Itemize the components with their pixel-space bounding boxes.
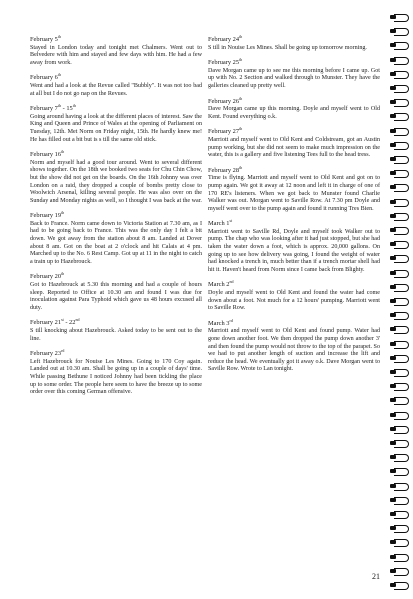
diary-entry bbox=[208, 220, 380, 274]
entry-text: S till knocking about Hazebrouck. Asked today to be sent out to the line. bbox=[30, 328, 202, 342]
binding-ring bbox=[394, 511, 409, 519]
diary-entry bbox=[30, 350, 202, 397]
entry-text: Norm and myself had a good tour around. Went to several different shows together. On the 18th we booked two seats for Chu Chin Chow, but the show did not get on the boards. On the 16th Johnny was over London on a raid, they dropped a couple of bombs pretty close to Woolwich Arsenal, killing several people. He was also over on the Sunday and Monday nights as well, so I thought I was back at the war. bbox=[30, 159, 202, 204]
entry-text: Marriott and myself went to Old Kent and Coldstream, got an Austin pump working, but she did not seem to make much impression on the water, this is a gallery and five listening Tees full to the head tress. bbox=[208, 136, 380, 159]
binding-ring bbox=[394, 57, 409, 65]
entry-date: February 6th bbox=[30, 72, 61, 82]
binding-ring bbox=[394, 341, 409, 349]
diary-entry bbox=[208, 95, 380, 122]
binding-ring bbox=[394, 199, 409, 207]
entry-date: February 20th bbox=[30, 271, 65, 281]
binding-ring bbox=[394, 71, 409, 79]
binding-ring bbox=[394, 539, 409, 547]
binding-ring bbox=[394, 227, 409, 235]
entry-date: March 2nd bbox=[208, 279, 234, 289]
entry-text: Going around having a look at the different places of interest. Saw the King and Queen and Prince of Wales at the opening of Parliament on Tuesday, 12th. Met Norm on Friday night, 15th. He hardly knew me! He has filled out a bit but is s till the same old stick. bbox=[30, 113, 202, 143]
binding-ring bbox=[394, 241, 409, 249]
binding-ring bbox=[394, 412, 409, 420]
diary-entry bbox=[208, 281, 380, 312]
entry-text: S till in Nouise Les Mines. Shall be going up tomorrow morning. bbox=[208, 44, 367, 51]
spiral-binding bbox=[387, 0, 413, 599]
binding-ring bbox=[394, 284, 409, 292]
binding-ring bbox=[394, 312, 409, 320]
entry-date: February 19th bbox=[30, 210, 65, 220]
entry-text: Time is flying. Marriott and myself went to Old Kent and got on to pump again. We got it away at 12 noon and left it in charge of one of 170 RE's listeners. When we got back to Munster found Charlie Walker was out. Morgan went to Saville Row. At 7.30 pm Doyle and myself went over to the pump again and found it running Tres Bien. bbox=[208, 175, 380, 212]
entry-date: February 25th bbox=[208, 57, 243, 67]
entry-text: Left Hazebrouck for Nouise Les Mines. Going to 170 Coy again. Landed out at 10.30 am. Shall be going up in a couple of days' time. While passing Bethune I noticed Johnny had been tickling the place up to some order. The people here seem to have the breeze up to some order over this coming German offensive. bbox=[30, 358, 202, 396]
binding-ring bbox=[394, 298, 409, 306]
diary-entry bbox=[30, 33, 202, 67]
diary-entry bbox=[208, 59, 380, 90]
entry-text: Dave Morgan came up this morning. Doyle and myself went to Old Kent. Found everything o.k. bbox=[208, 106, 380, 120]
entry-text: Stayed in London today and tonight met Chalmers. Went out to Belvedere with him and stayed and few days with him. He had a few away from work. bbox=[30, 44, 202, 66]
binding-ring bbox=[394, 28, 409, 36]
diary-entry bbox=[208, 128, 380, 159]
binding-ring bbox=[394, 213, 409, 221]
diary-entry bbox=[30, 212, 202, 266]
binding-ring bbox=[394, 156, 409, 164]
binding-ring bbox=[394, 326, 409, 334]
entry-date: February 5th bbox=[30, 33, 61, 43]
binding-ring bbox=[394, 483, 409, 491]
entry-text: Doyle and myself went to Old Kent and found the water had come down about a foot. Not much for a 12 hours' pumping. Marriott went to Saville Row. bbox=[208, 290, 380, 312]
entry-date: March 1st bbox=[208, 218, 233, 228]
binding-ring bbox=[394, 170, 409, 178]
binding-ring bbox=[394, 383, 409, 391]
entry-text: Dave Morgan came up to see me this morning before I came up. Got up with No. 2 Section and walked through to Munster. They have the galleries cleaned up pretty well. bbox=[208, 67, 380, 89]
binding-ring bbox=[394, 525, 409, 533]
entry-date: March 3rd bbox=[208, 317, 233, 327]
binding-ring bbox=[394, 397, 409, 405]
diary-entry bbox=[208, 164, 380, 214]
binding-ring bbox=[394, 184, 409, 192]
binding-ring bbox=[394, 14, 409, 22]
entry-text: Got to Hazebrouck at 5.30 this morning and had a couple of hours sleep. Reported to Office at 10.30 am and found I was due for inoculation against Para Typhoid which gave us 48 hours excused all duty. bbox=[30, 282, 202, 311]
binding-ring bbox=[394, 270, 409, 278]
diary-entry bbox=[208, 33, 380, 52]
entry-text: Went and had a look at the Revue called "Bubbly". It was not too bad at all but I do not go nap on the Revues. bbox=[30, 82, 202, 97]
entry-date: February 21st - 22nd bbox=[30, 317, 80, 327]
entry-date: February 7th - 15th bbox=[30, 103, 76, 113]
entry-date: February 27th bbox=[208, 126, 243, 136]
binding-ring bbox=[394, 554, 409, 562]
binding-ring bbox=[394, 454, 409, 462]
page-number: 21 bbox=[372, 572, 380, 581]
diary-entry bbox=[30, 105, 202, 144]
entry-date: February 23rd bbox=[30, 348, 65, 358]
entry-date: February 26th bbox=[208, 95, 243, 105]
binding-ring bbox=[394, 440, 409, 448]
binding-ring bbox=[394, 85, 409, 93]
binding-ring bbox=[394, 426, 409, 434]
binding-ring bbox=[394, 355, 409, 363]
entry-date: February 28th bbox=[208, 164, 243, 174]
left-column bbox=[30, 33, 202, 404]
right-column bbox=[208, 33, 381, 381]
diary-entry bbox=[30, 74, 202, 98]
entry-date: February 16th bbox=[30, 149, 65, 159]
binding-ring bbox=[394, 497, 409, 505]
binding-ring bbox=[394, 113, 409, 121]
entry-text: Marriott went to Saville Rd, Doyle and myself took Walker out to pump. The chap who was looking after it had just stopped, but she had taken the water down a foot, which is approx. 20,000 gallons. On going up to see how delivery was going, I found the weight of water had knocked a trench in, much better than if a trench mortar shell had hit it. Haven't heard from Norm since I came back from Blighty. bbox=[208, 228, 381, 273]
binding-ring bbox=[394, 582, 409, 590]
binding-ring bbox=[394, 42, 409, 50]
binding-ring bbox=[394, 99, 409, 107]
diary-entry bbox=[30, 273, 202, 312]
binding-ring bbox=[394, 369, 409, 377]
entry-text: Back to France. Norm came down to Victoria Station at 7.30 am, as I had to be going back to France. This was the only day I felt a bit down. We got away from the station about 8 am. Landed at Dover about 8 am. Got on the boat at 2 o'clock and hit Calais at 4 pm. Marched up to the No. 6 Rest Camp. Got up at 11 in the night to catch a train up to Hazebrouck. bbox=[30, 220, 202, 265]
entry-date: February 24th bbox=[208, 33, 243, 43]
binding-ring bbox=[394, 255, 409, 263]
binding-ring bbox=[394, 142, 409, 150]
entry-text: Marriott and myself went to Old Kent and found pump. Water had gone down another foot. We then dropped the pump down another 3' and then found the pump would not throw to the top of the parapet. So we had to put another length of suction and increase the lift and reduce the head. We eventually got it away o.k. Dave Morgan went to Saville Row. Wrote to Lan tonight. bbox=[208, 328, 380, 373]
diary-entry bbox=[30, 151, 202, 205]
binding-ring bbox=[394, 568, 409, 576]
binding-ring bbox=[394, 468, 409, 476]
diary-entry bbox=[208, 317, 380, 374]
diary-entry bbox=[30, 319, 202, 343]
binding-ring bbox=[394, 128, 409, 136]
